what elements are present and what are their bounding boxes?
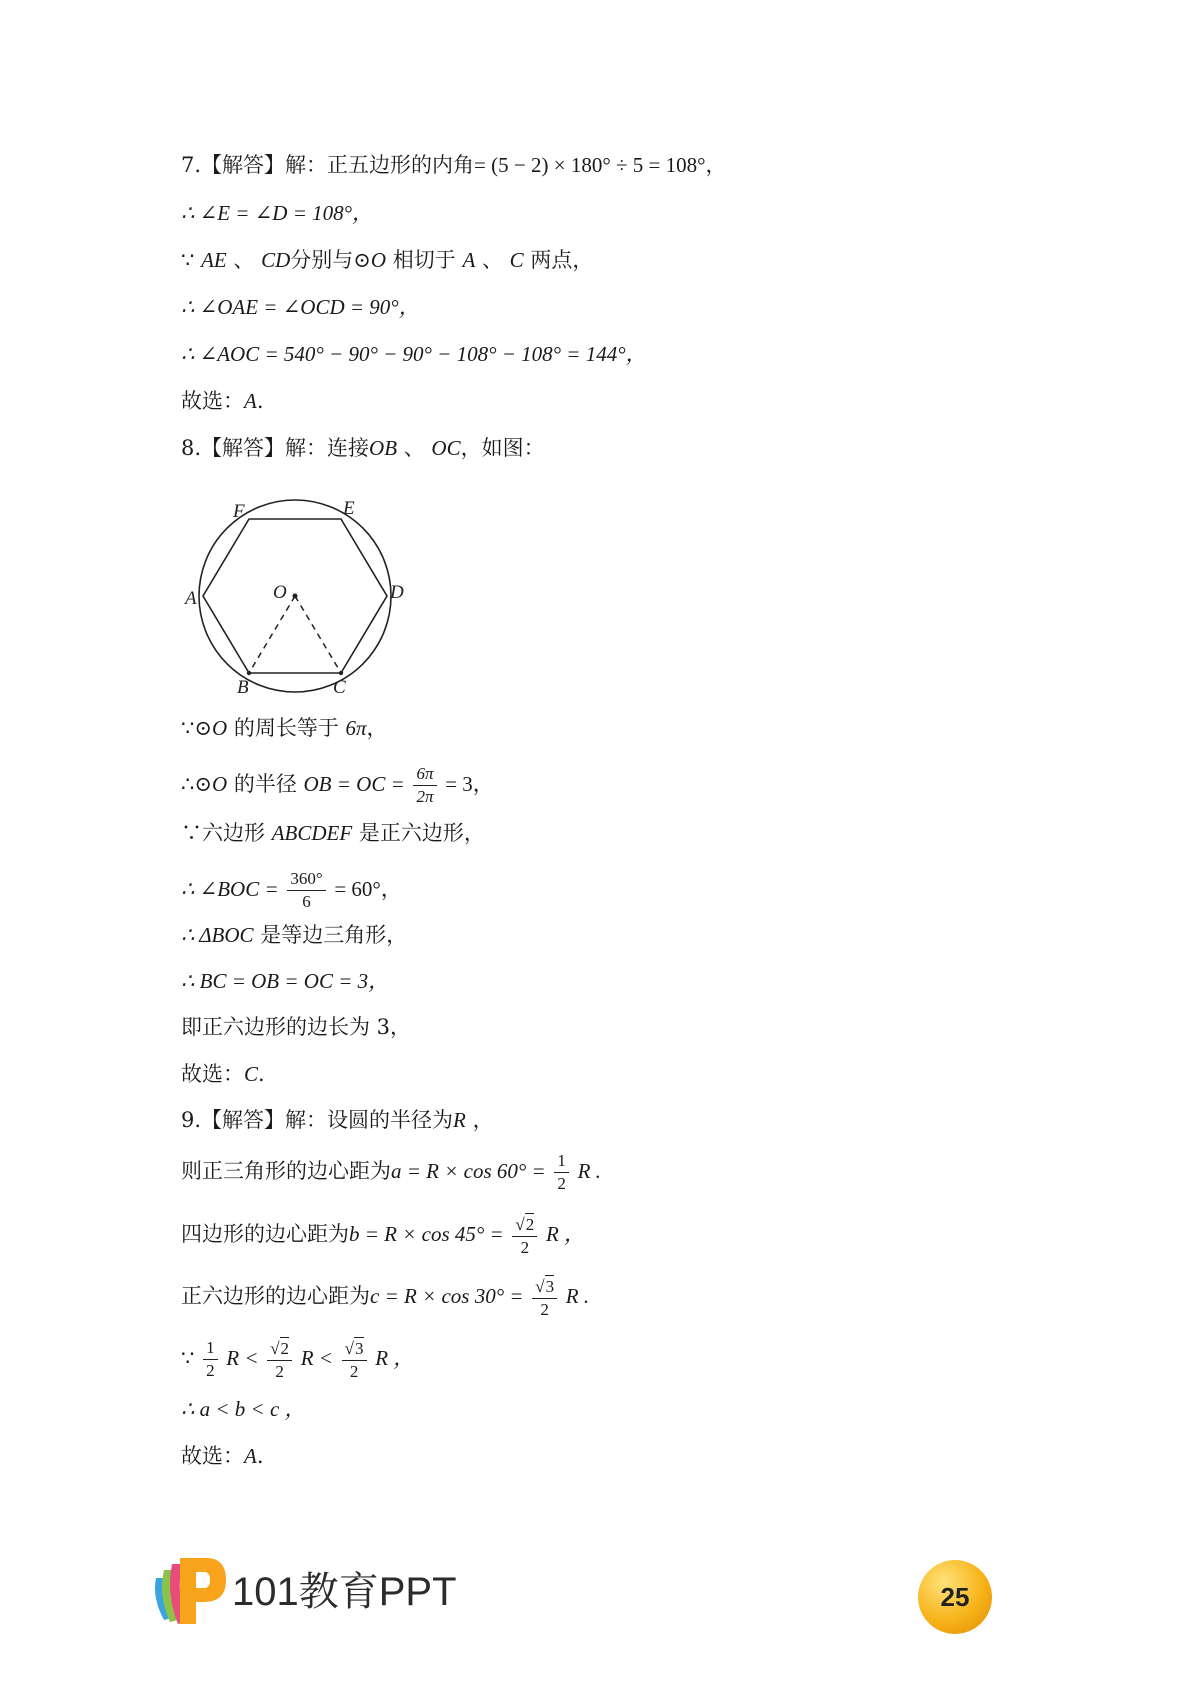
fraction-6pi-over-2pi: $\frac{6\pi}{2\pi}$: [413, 763, 436, 808]
fraction-sqrt2-over-2-b: $\frac{√2}{2}$: [267, 1337, 292, 1383]
q7-answer: 故选：A.: [181, 389, 264, 413]
brand-logo-icon: [150, 1548, 230, 1628]
label-d: D: [390, 582, 404, 603]
label-o: O: [273, 582, 287, 603]
q8-answer: 故选：C.: [181, 1062, 265, 1086]
q8-line-6: ∴ ΔBOC 是等边三角形，: [181, 923, 408, 947]
label-f: F: [233, 501, 245, 522]
q7-line-2: ∴ ∠E = ∠D = 108°，: [181, 201, 374, 225]
q7-line-5: ∴ ∠AOC = 540° − 90° − 90° − 108° − 108° = 144°，: [181, 342, 647, 366]
q8-line-1: 8.【解答】解：连接OB 、 OC，如图：: [181, 436, 545, 460]
q9-line-3: 四边形的边心距为b = R × cos 45° = $\frac{√2}{2}$ R ，: [181, 1214, 586, 1257]
q8-line-8: 即正六边形的边长为 3，: [181, 1015, 412, 1039]
q7-line-3: ∵ AE 、 CD分别与⊙O 相切于 A 、 C 两点，: [181, 248, 594, 272]
fraction-360-over-6: $\frac{360^\circ}{6}$: [287, 868, 325, 913]
q9-line-1: 9.【解答】解：设圆的半径为R ，: [181, 1108, 494, 1132]
page-number-badge: 25: [918, 1560, 992, 1634]
q8-line-2: ∵⊙O 的周长等于 6π，: [181, 716, 388, 740]
point-b: [247, 671, 251, 675]
q8-line-3: ∴⊙O 的半径 OB = OC = $\frac{6\pi}{2\pi}$ = 3，: [181, 764, 494, 806]
q8-line-4: ∵六边形 ABCDEF 是正六边形，: [181, 821, 485, 845]
segment-ob: [249, 596, 295, 673]
point-c: [339, 671, 343, 675]
hexagon-figure: [181, 495, 411, 695]
q9-line-4: 正六边形的边心距为c = R × cos 30° = $\frac{√3}{2}$ R .: [181, 1276, 590, 1319]
q9-line-6: ∴ a < b < c ，: [181, 1397, 306, 1421]
center-point: [293, 594, 298, 599]
q9-answer: 故选：A.: [181, 1444, 264, 1468]
q9-line-2: 则正三角形的边心距为a = R × cos 60° = $\frac{1}{2}$ R .: [181, 1151, 601, 1193]
label-a: A: [185, 588, 197, 609]
fraction-sqrt3-over-2: $\frac{√3}{2}$: [532, 1275, 557, 1321]
q8-line-7: ∴ BC = OB = OC = 3，: [181, 969, 390, 993]
brand-name: 101教育PPT: [232, 1570, 457, 1614]
fraction-sqrt2-over-2: $\frac{√2}{2}$: [512, 1213, 537, 1259]
q7-line-1: 7.【解答】解：正五边形的内角= (5 − 2) × 180° ÷ 5 = 108°，: [181, 153, 727, 177]
fraction-1-over-2-b: $\frac{1}{2}$: [203, 1337, 218, 1382]
segment-oc: [295, 596, 341, 673]
fraction-1-over-2: $\frac{1}{2}$: [554, 1150, 569, 1195]
q7-line-4: ∴ ∠OAE = ∠OCD = 90°，: [181, 295, 420, 319]
q8-line-5: ∴ ∠BOC = $\frac{360^\circ}{6}$ = 60°，: [181, 869, 402, 911]
label-e: E: [343, 498, 355, 519]
label-b: B: [237, 677, 249, 695]
label-c: C: [333, 677, 346, 695]
fraction-sqrt3-over-2-b: $\frac{√3}{2}$: [342, 1337, 367, 1383]
q9-line-5: ∵ $\frac{1}{2}$ R < $\frac{√2}{2}$ R < $\frac{√3}{2}$ R ，: [181, 1338, 415, 1381]
